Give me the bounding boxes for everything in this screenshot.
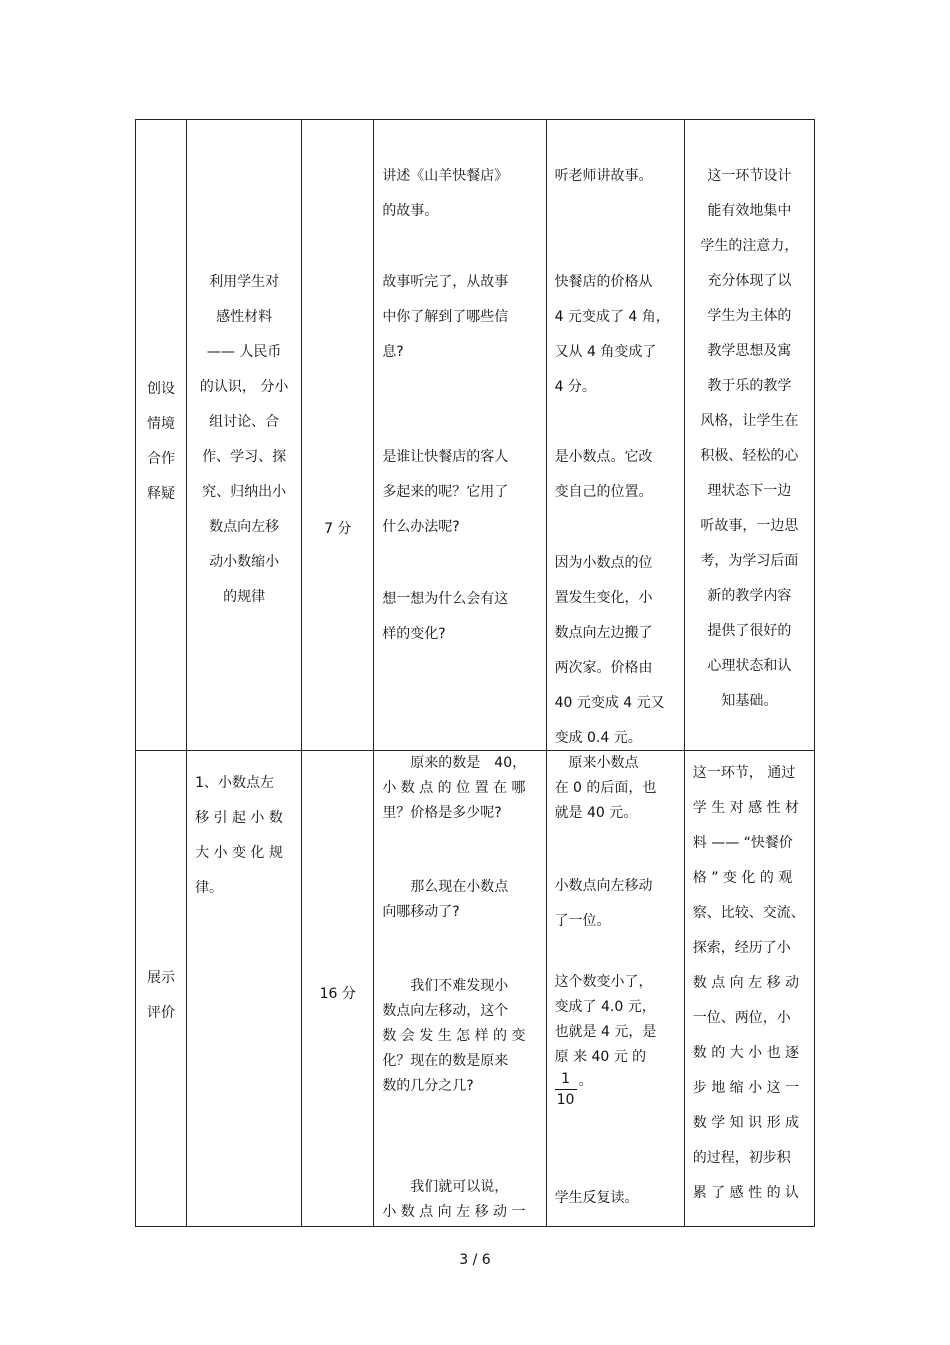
- stage-cell: [136, 751, 187, 1227]
- fraction-suffix: 。: [578, 1073, 593, 1089]
- goal-text: 1、小数点左 移 引 起 小 数 大 小 变 化 规 律。: [195, 775, 283, 896]
- teacher-text: 我们就可以说， 小 数 点 向 左 移 动 一: [382, 1179, 526, 1220]
- student-text: 这个数变小了， 变成了 4.0 元， 也就是 4 元，是 原 来 40 元 的: [554, 974, 657, 1065]
- student-text: 因为小数点的位 置发生变化，小 数点向左边搬了 两次家。价格由 40 元变成 4 元又 变成 0.4 元。: [554, 555, 665, 746]
- student-text: 学生反复读。: [554, 1190, 639, 1206]
- teacher-text: 那么现在小数点 向哪移动了?: [382, 879, 509, 920]
- time-text: 7 分: [324, 521, 352, 537]
- design-intent-cell: [684, 751, 814, 1227]
- student-activity-cell: [546, 120, 684, 751]
- student-text: 原来小数点 在 0 的后面，也 就是 40 元。: [554, 755, 657, 821]
- teacher-text: 想一想为什么会有这 样的变化?: [382, 591, 509, 642]
- time-cell: [302, 120, 374, 751]
- teacher-text: 原来的数是 40， 小 数 点 的 位 置 在 哪 里？价格是多少呢?: [382, 755, 527, 821]
- fraction-numerator: 1: [555, 1069, 577, 1090]
- goal-cell: [187, 120, 302, 751]
- teacher-activity-cell: [374, 120, 546, 751]
- time-text: 16 分: [319, 986, 356, 1002]
- goal-text: 利用学生对 感性材料 —— 人民币 的认识， 分小 组讨论、合 作、学习、探 究、归纳出小 数点向左移 动小数缩小 的规律: [199, 274, 289, 605]
- page-number: 3 / 6: [459, 1252, 491, 1268]
- teacher-activity-cell: [374, 751, 546, 1227]
- teacher-text: 我们不难发现小 数点向左移动，这个 数 会 发 生 怎 样 的 变 化？现在的数是原来 数的几分之几?: [382, 978, 526, 1094]
- student-text: 听老师讲故事。: [554, 168, 653, 184]
- intent-text: 这一环节， 通过 学 生 对 感 性 材 料 —— “快餐价 格 ” 变 化 的 观 察、比较、交流、 探索，经历了小 数 点 向 左 移 动 一位、两位，小 数 的 大 小 也 逐 步 地 缩 小 这 一 数 学 知 识 形 成 的过程，初步积 累 了 感 性 的 认: [692, 765, 805, 1201]
- lesson-plan-table: [135, 119, 815, 1227]
- student-text: 快餐店的价格从 4 元变成了 4 角， 又从 4 角变成了 4 分。: [554, 274, 670, 395]
- intent-text: 这一环节设计 能有效地集中 学生的注意力， 充分体现了以 学生为主体的 教学思想及寓 教于乐的教学 风格，让学生在 积极、轻松的心 理状态下一边 听故事，一边思 考，为学习后面 新的教学内容 提供了很好的 心理状态和认 知基础。: [700, 168, 799, 709]
- student-activity-cell: [546, 751, 684, 1227]
- table-row: [136, 120, 815, 751]
- goal-cell: [187, 751, 302, 1227]
- time-cell: [302, 751, 374, 1227]
- fraction-denominator: 10: [556, 1092, 575, 1108]
- design-intent-cell: [684, 120, 814, 751]
- teacher-text: 是谁让快餐店的客人 多起来的呢？它用了 什么办法呢?: [382, 449, 509, 535]
- student-text: 小数点向左移动 了一位。: [554, 878, 653, 929]
- table-row: [136, 751, 815, 1227]
- stage-cell: [136, 120, 187, 751]
- fraction-one-tenth: [555, 1069, 577, 1110]
- teacher-text: 讲述《山羊快餐店》 的故事。: [382, 168, 509, 219]
- stage-label: 创设 情境 合作 释疑: [147, 381, 176, 502]
- teacher-text: 故事听完了，从故事 中你了解到了哪些信 息?: [382, 274, 509, 360]
- stage-label: 展示 评价: [147, 970, 176, 1021]
- student-text: 是小数点。它改 变自己的位置。: [554, 449, 653, 500]
